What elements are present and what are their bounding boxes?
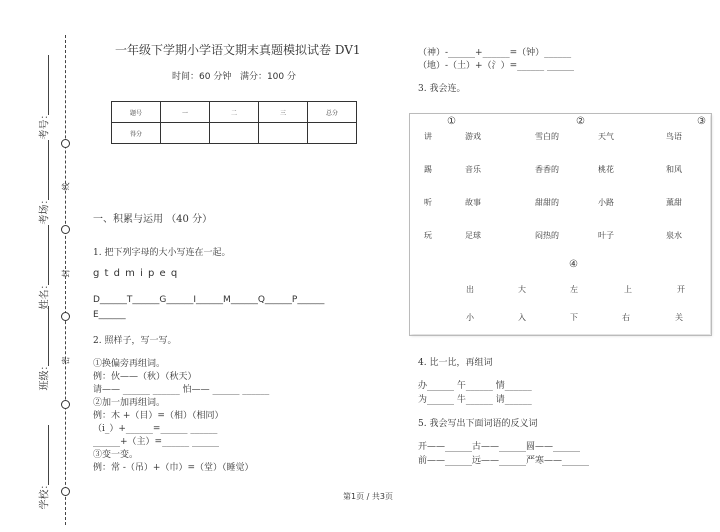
seal-char: 密: [61, 356, 71, 365]
item-line: ③变一变。: [93, 450, 139, 460]
blank-line: [48, 306, 49, 366]
opposite-bottom: 下: [570, 313, 578, 322]
question-1: 1. 把下列字母的大小写连在一起。: [93, 248, 231, 258]
table-cell: [161, 123, 210, 144]
word-item: 雪白的: [535, 132, 559, 141]
field-exam-room: 考场：: [39, 194, 51, 225]
opposite-bottom: 小: [466, 313, 474, 322]
table-cell: [259, 123, 308, 144]
binding-hole: [61, 312, 70, 321]
page-title: 一年级下学期小学语文期末真题模拟试卷 DV1: [115, 43, 361, 57]
uppercase-line: E______: [93, 310, 126, 320]
circle-label: ③: [697, 116, 706, 127]
binding-hole: [61, 225, 70, 234]
table-cell: 得分: [112, 123, 161, 144]
word-item: 香香的: [535, 165, 559, 174]
time-label: 时间：: [172, 72, 200, 82]
field-school: 学校：: [39, 479, 51, 510]
item-line: ①换偏旁再组词。: [93, 359, 166, 369]
answer-line: 办______ 午______ 情______: [418, 381, 532, 391]
table-cell: [210, 123, 259, 144]
table-row: [112, 123, 357, 144]
table-cell: 总分: [308, 102, 357, 123]
blank-line: [48, 225, 49, 285]
answer-line: 请—— ______ ______ 怕—— ______ ______: [93, 385, 270, 395]
seal-char: 封: [61, 269, 71, 278]
word-item: 小路: [598, 198, 614, 207]
score-label: 满分：: [239, 72, 267, 82]
verb-item: 踢: [424, 165, 432, 174]
question-4: 4. 比一比，再组词: [418, 358, 493, 368]
example-line: 例：伙——（秋）（秋天）: [93, 372, 197, 382]
item-line: ②加一加再组词。: [93, 398, 166, 408]
uppercase-line: D______T______G______I______M______Q______P______: [93, 295, 325, 305]
question-3: 3. 我会连。: [418, 84, 466, 94]
word-item: 鸟语: [666, 132, 682, 141]
word-item: 天气: [598, 132, 614, 141]
question-5: 5. 我会写出下面词语的反义词: [418, 419, 538, 429]
letters-line: g t d m i p e q: [93, 268, 179, 279]
table-cell: 二: [210, 102, 259, 123]
matching-box: [409, 113, 712, 336]
field-exam-number: 考号：: [39, 109, 51, 140]
page-mid: 页 / 共: [356, 492, 380, 501]
opposite-top: 左: [570, 285, 578, 294]
score-value: 100 分: [266, 72, 296, 82]
word-item: 叶子: [598, 231, 614, 240]
seal-char: 线: [61, 182, 71, 191]
circle-label: ②: [576, 116, 585, 127]
opposite-top: 开: [677, 285, 685, 294]
opposite-bottom: 右: [622, 313, 630, 322]
opposite-bottom: 关: [675, 313, 683, 322]
answer-line: （地）-（土）+（氵）=______ ______: [418, 61, 574, 71]
answer-line: 前——______远——______严寒——______: [418, 456, 590, 466]
example-line: 例：常 -（吊）+（巾）=（堂）（睡觉）: [93, 463, 254, 473]
blank-line: [48, 55, 49, 115]
word-item: 故事: [465, 198, 481, 207]
page-prefix: 第: [343, 492, 351, 501]
binding-hole: [61, 400, 70, 409]
table-cell: 一: [161, 102, 210, 123]
table-cell: 三: [259, 102, 308, 123]
word-item: 和风: [666, 165, 682, 174]
time-value: 60 分钟: [199, 72, 232, 82]
word-item: 闷热的: [535, 231, 559, 240]
word-item: 桃花: [598, 165, 614, 174]
page-number: 1: [351, 492, 357, 501]
score-table: [111, 101, 357, 144]
answer-line: ______+（主）=______ ______: [93, 437, 219, 447]
opposite-top: 上: [624, 285, 632, 294]
circle-label: ④: [569, 259, 578, 270]
blank-line: [48, 140, 49, 200]
binding-hole: [61, 487, 70, 496]
word-item: 薰甜: [666, 198, 682, 207]
field-class: 班级：: [39, 360, 51, 391]
exam-meta: [172, 69, 296, 82]
verb-item: 讲: [424, 132, 432, 141]
verb-item: 听: [424, 198, 432, 207]
opposite-top: 大: [518, 285, 526, 294]
answer-line: （i_）+______=______ ______: [93, 424, 218, 434]
word-item: 音乐: [465, 165, 481, 174]
table-cell: 题号: [112, 102, 161, 123]
binding-hole: [61, 139, 70, 148]
answer-line: 开——______古——______圆——______: [418, 442, 581, 452]
section-heading: 一、积累与运用 （40 分）: [93, 214, 213, 225]
circle-label: ①: [447, 116, 456, 127]
page-suffix: 页: [384, 492, 393, 501]
table-row: [112, 102, 357, 123]
word-item: 足球: [465, 231, 481, 240]
word-item: 甜甜的: [535, 198, 559, 207]
page-indicator: [343, 491, 393, 502]
question-2: 2. 照样子，写一写。: [93, 336, 177, 346]
answer-line: （神）-______+______=（钟）______: [418, 48, 572, 58]
word-item: 泉水: [666, 231, 682, 240]
fold-line: [65, 35, 66, 525]
opposite-bottom: 入: [518, 313, 526, 322]
example-line: 例：木 +（目）=（相）（相同）: [93, 411, 224, 421]
verb-item: 玩: [424, 231, 432, 240]
word-item: 游戏: [465, 132, 481, 141]
opposite-top: 出: [466, 285, 474, 294]
blank-line: [48, 425, 49, 485]
page-total: 3: [379, 492, 385, 501]
field-name: 姓名：: [39, 279, 51, 310]
table-cell: [308, 123, 357, 144]
answer-line: 为______ 牛______ 请______: [418, 395, 532, 405]
